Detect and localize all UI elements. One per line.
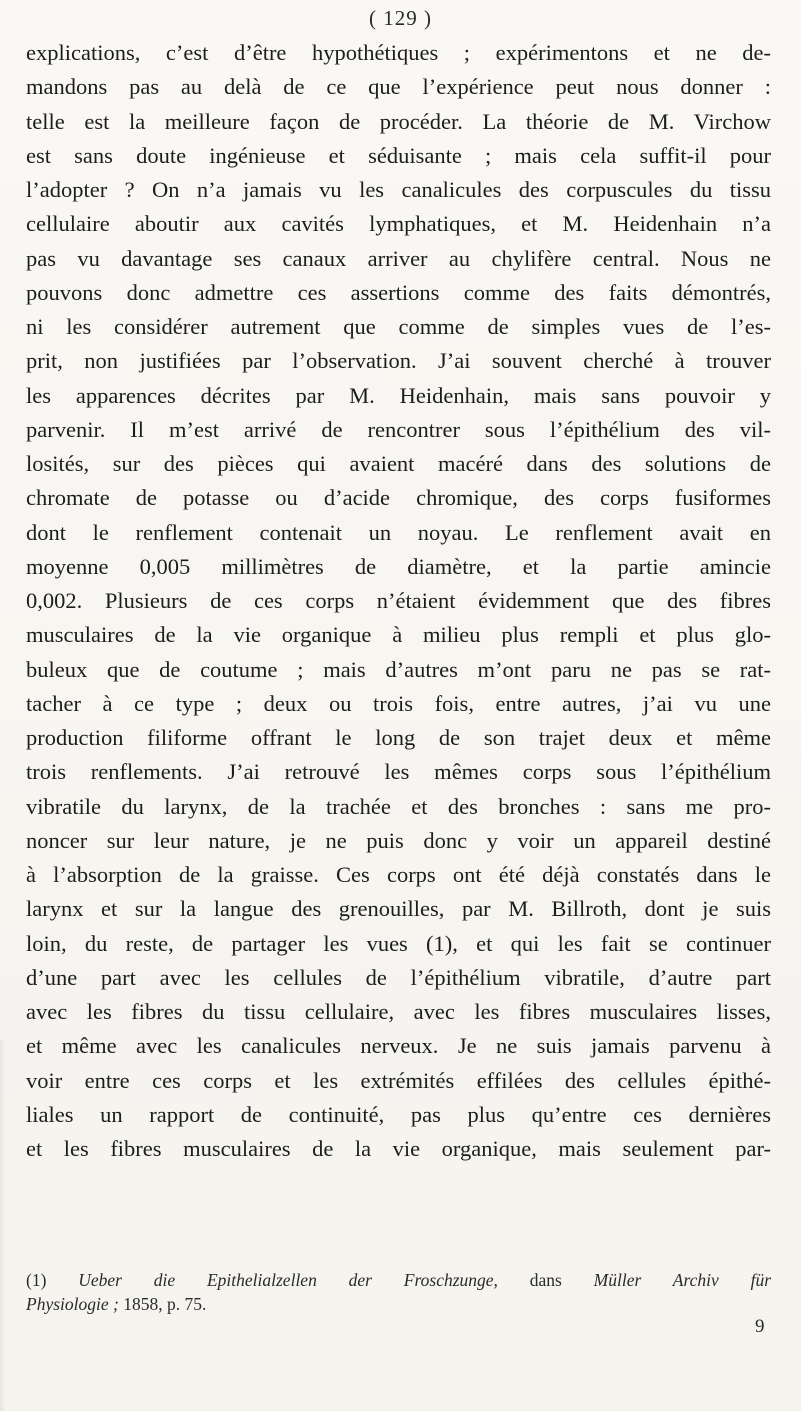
text-line: voir entre ces corps et les extrémités effilées des cellules épithé- [26, 1067, 771, 1093]
text-line: l’adopter ? On n’a jamais vu les canalicules des corpuscules du tissu [26, 177, 771, 202]
text-line: et les fibres musculaires de la vie organique, mais seulement par- [26, 1136, 771, 1161]
text-line: ni les considérer autrement que comme de simples vues de l’es- [26, 314, 771, 339]
text-line: dont le renflement contenait un noyau. Le renflement avait en [26, 519, 771, 545]
text-line: larynx et sur la langue des grenouilles, par M. Billroth, dont je suis [26, 896, 771, 922]
page-number: ( 129 ) [369, 6, 432, 30]
body-paragraph [26, 36, 771, 1166]
text-line: loin, du reste, de partager les vues (1), et qui les fait se continuer [26, 930, 771, 956]
text-line: tacher à ce type ; deux ou trois fois, entre autres, j’ai vu une [26, 690, 771, 716]
text-line: noncer sur leur nature, je ne puis donc y voir un appareil destiné [26, 827, 771, 853]
text-line: les apparences décrites par M. Heidenhain, mais sans pouvoir y [26, 382, 771, 408]
text-line: production filiforme offrant le long de son trajet deux et même [26, 725, 771, 750]
footnote-journal: Physiologie ; [26, 1294, 119, 1314]
text-line: est sans doute ingénieuse et séduisante ; mais cela suffit-il pour [26, 142, 771, 168]
text-line: moyenne 0,005 millimètres de diamètre, et la partie amincie [26, 553, 771, 579]
footnote-source: Müller Archiv für [593, 1270, 772, 1290]
text-line: vibratile du larynx, de la trachée et des bronches : sans me pro- [26, 793, 771, 819]
text-line: et même avec les canalicules nerveux. Je ne suis jamais parvenu à [26, 1033, 771, 1059]
text-line: pouvons donc admettre ces assertions comme des faits démontrés, [26, 279, 771, 305]
text-line: à l’absorption de la graisse. Ces corps ont été déjà constatés dans le [26, 862, 771, 887]
text-line: liales un rapport de continuité, pas plus qu’entre ces dernières [26, 1101, 771, 1127]
text-line: pas vu davantage ses canaux arriver au chylifère central. Nous ne [26, 245, 771, 271]
footnote [26, 1268, 771, 1316]
text-line: musculaires de la vie organique à milieu plus rempli et plus glo- [26, 622, 771, 648]
text-line: prit, non justifiées par l’observation. J’ai souvent cherché à trouver [26, 348, 771, 374]
text-line: telle est la meilleure façon de procéder. La théorie de M. Virchow [26, 108, 771, 134]
page-edge-shadow [0, 1040, 6, 1411]
text-line: trois renflements. J’ai retrouvé les mêmes corps sous l’épithélium [26, 759, 771, 785]
text-line: parvenir. Il m’est arrivé de rencontrer sous l’épithélium des vil- [26, 416, 771, 442]
footnote-line-2 [26, 1292, 771, 1316]
footnote-title: Ueber die Epithelialzellen der Froschzunge, [78, 1270, 498, 1290]
footnote-dans: dans [497, 1270, 594, 1290]
text-line: cellulaire aboutir aux cavités lymphatiques, et M. Heidenhain n’a [26, 211, 771, 237]
text-line: 0,002. Plusieurs de ces corps n’étaient évidemment que des fibres [26, 588, 771, 613]
text-line: chromate de potasse ou d’acide chromique, des corps fusiformes [26, 485, 771, 511]
signature-mark: 9 [755, 1316, 765, 1337]
footnote-reference: 1858, p. 75. [118, 1294, 207, 1314]
text-line: losités, sur des pièces qui avaient macéré dans des solutions de [26, 451, 771, 476]
text-line: d’une part avec les cellules de l’épithélium vibratile, d’autre part [26, 964, 771, 990]
text-line: avec les fibres du tissu cellulaire, avec les fibres musculaires lisses, [26, 999, 771, 1024]
footnote-line-1 [26, 1268, 771, 1292]
text-line: mandons pas au delà de ce que l’expérience peut nous donner : [26, 74, 771, 100]
text-line: explications, c’est d’être hypothétiques ; expérimentons et ne de- [26, 40, 771, 65]
text-line: buleux que de coutume ; mais d’autres m’ont paru ne pas se rat- [26, 656, 771, 682]
footnote-marker: (1) [26, 1270, 47, 1290]
